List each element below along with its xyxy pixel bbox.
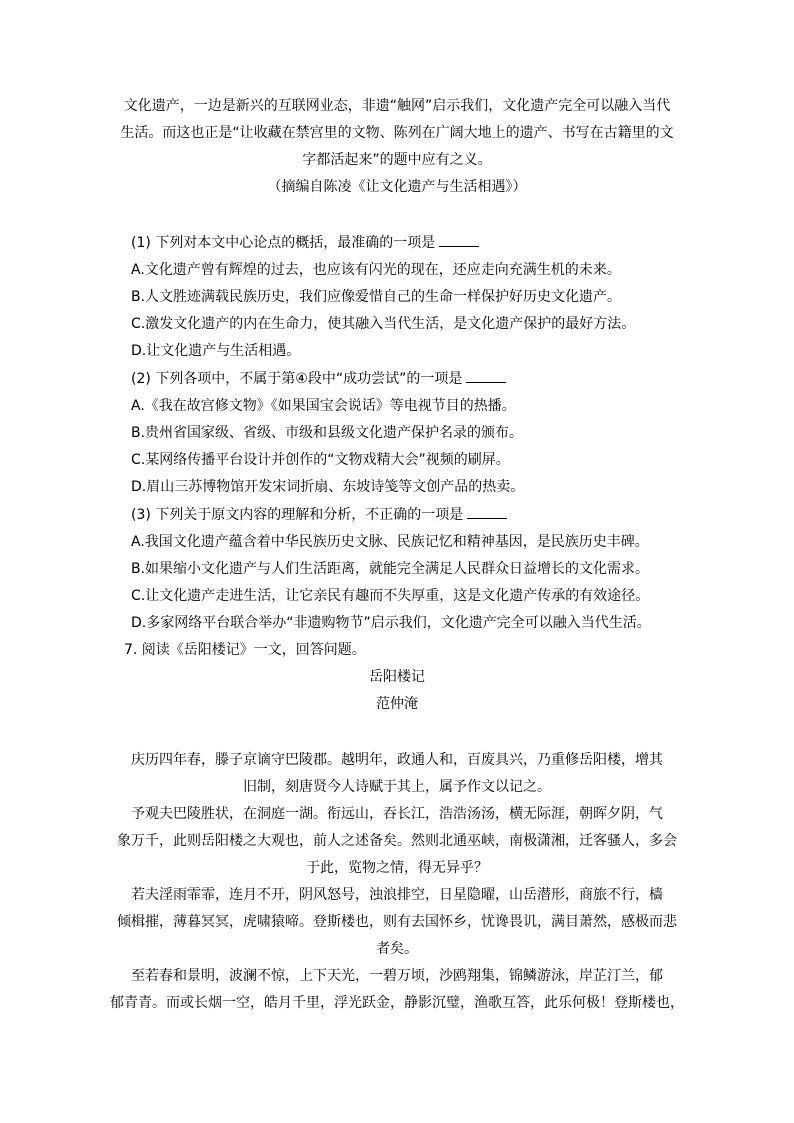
question-2-stem	[131, 369, 506, 389]
question-2-stem-text: (2) 下列各项中，不属于第④段中“成功尝试”的一项是	[131, 371, 463, 387]
passage-line-2: 生活。而这也正是“让收藏在禁宫里的文物、陈列在广阔大地上的遗产、书写在古籍里的文	[120, 125, 674, 141]
essay-line-6: 若夫淫雨霏霏，连月不开，阴风怒号，浊浪排空，日星隐曜，山岳潜形，商旅不行，樯	[131, 887, 663, 903]
q1-option-c: C.激发文化遗产的内在生命力，使其融入当代生活，是文化遗产保护的最好方法。	[131, 316, 636, 332]
q2-option-c: C.某网络传播平台设计并创作的“文物戏精大会”视频的刷屏。	[131, 452, 510, 468]
answer-blank-2[interactable]	[466, 369, 506, 383]
question-3-stem	[131, 505, 507, 525]
q3-option-a: A.我国文化遗产蕴含着中华民族历史文脉、民族记忆和精神基因，是民族历史丰碑。	[131, 534, 649, 550]
q1-option-a: A.文化遗产曾有辉煌的过去，也应该有闪光的现在，还应走向充满生机的未来。	[131, 262, 621, 278]
essay-line-5: 于此，览物之情，得无异乎？	[306, 860, 488, 876]
essay-author: 范仲淹	[376, 696, 418, 712]
question-1-stem-text: (1) 下列对本文中心论点的概括，最准确的一项是	[131, 235, 436, 251]
essay-line-4: 象万千，此则岳阳楼之大观也，前人之述备矣。然则北通巫峡，南极潇湘，迁客骚人，多会	[117, 833, 677, 849]
q1-option-d: D.让文化遗产与生活相遇。	[131, 343, 301, 359]
q2-option-a: A.《我在故宫修文物》《如果国宝会说话》等电视节目的热播。	[131, 398, 516, 414]
answer-blank-3[interactable]	[467, 505, 507, 519]
q3-option-d: D.多家网络平台联合举办“非遗购物节”启示我们，文化遗产完全可以融入当代生活。	[131, 615, 651, 631]
q3-option-b: B.如果缩小文化遗产与人们生活距离，就能完全满足人民群众日益增长的文化需求。	[131, 561, 650, 577]
q2-option-d: D.眉山三苏博物馆开发宋词折扇、东坡诗笺等文创产品的热卖。	[131, 479, 525, 495]
essay-line-2: 旧制，刻唐贤今人诗赋于其上，属予作文以记之。	[243, 779, 551, 795]
q1-option-b: B.人文胜迹满载民族历史，我们应像爱惜自己的生命一样保护好历史文化遗产。	[131, 289, 622, 305]
passage-line-1: 文化遗产，一边是新兴的互联网业态，非遗“触网”启示我们，文化遗产完全可以融入当代	[123, 98, 671, 114]
question-1-stem	[131, 233, 479, 253]
essay-line-3: 予观夫巴陵胜状，在洞庭一湖。衔远山，吞长江，浩浩汤汤，横无际涯，朝晖夕阴，气	[131, 806, 663, 822]
essay-line-10: 郁青青。而或长烟一空，皓月千里，浮光跃金，静影沉璧，渔歌互答，此乐何极！登斯楼也，	[110, 995, 684, 1011]
essay-line-8: 者矣。	[376, 941, 418, 957]
essay-line-7: 倾楫摧，薄暮冥冥，虎啸猿啼。登斯楼也，则有去国怀乡，忧谗畏讥，满目萧然，感极而悲	[117, 914, 677, 930]
q3-option-c: C.让文化遗产走进生活，让它亲民有趣而不失厚重，这是文化遗产传承的有效途径。	[131, 588, 650, 604]
question-7-stem: 7. 阅读《岳阳楼记》一文，回答问题。	[124, 642, 366, 658]
q2-option-b: B.贵州省国家级、省级、市级和县级文化遗产保护名录的颁布。	[131, 425, 524, 441]
essay-title: 岳阳楼记	[369, 669, 425, 685]
essay-line-1: 庆历四年春，滕子京谪守巴陵郡。越明年，政通人和，百废具兴，乃重修岳阳楼，增其	[131, 752, 663, 768]
essay-line-9: 至若春和景明，波澜不惊，上下天光，一碧万顷，沙鸥翔集，锦鳞游泳，岸芷汀兰，郁	[131, 968, 663, 984]
passage-line-3: 字都活起来”的题中应有之义。	[302, 152, 492, 168]
passage-source: （摘编自陈凌《让文化遗产与生活相遇》）	[267, 179, 527, 195]
question-3-stem-text: (3) 下列关于原文内容的理解和分析，不正确的一项是	[131, 507, 464, 523]
answer-blank-1[interactable]	[439, 233, 479, 247]
